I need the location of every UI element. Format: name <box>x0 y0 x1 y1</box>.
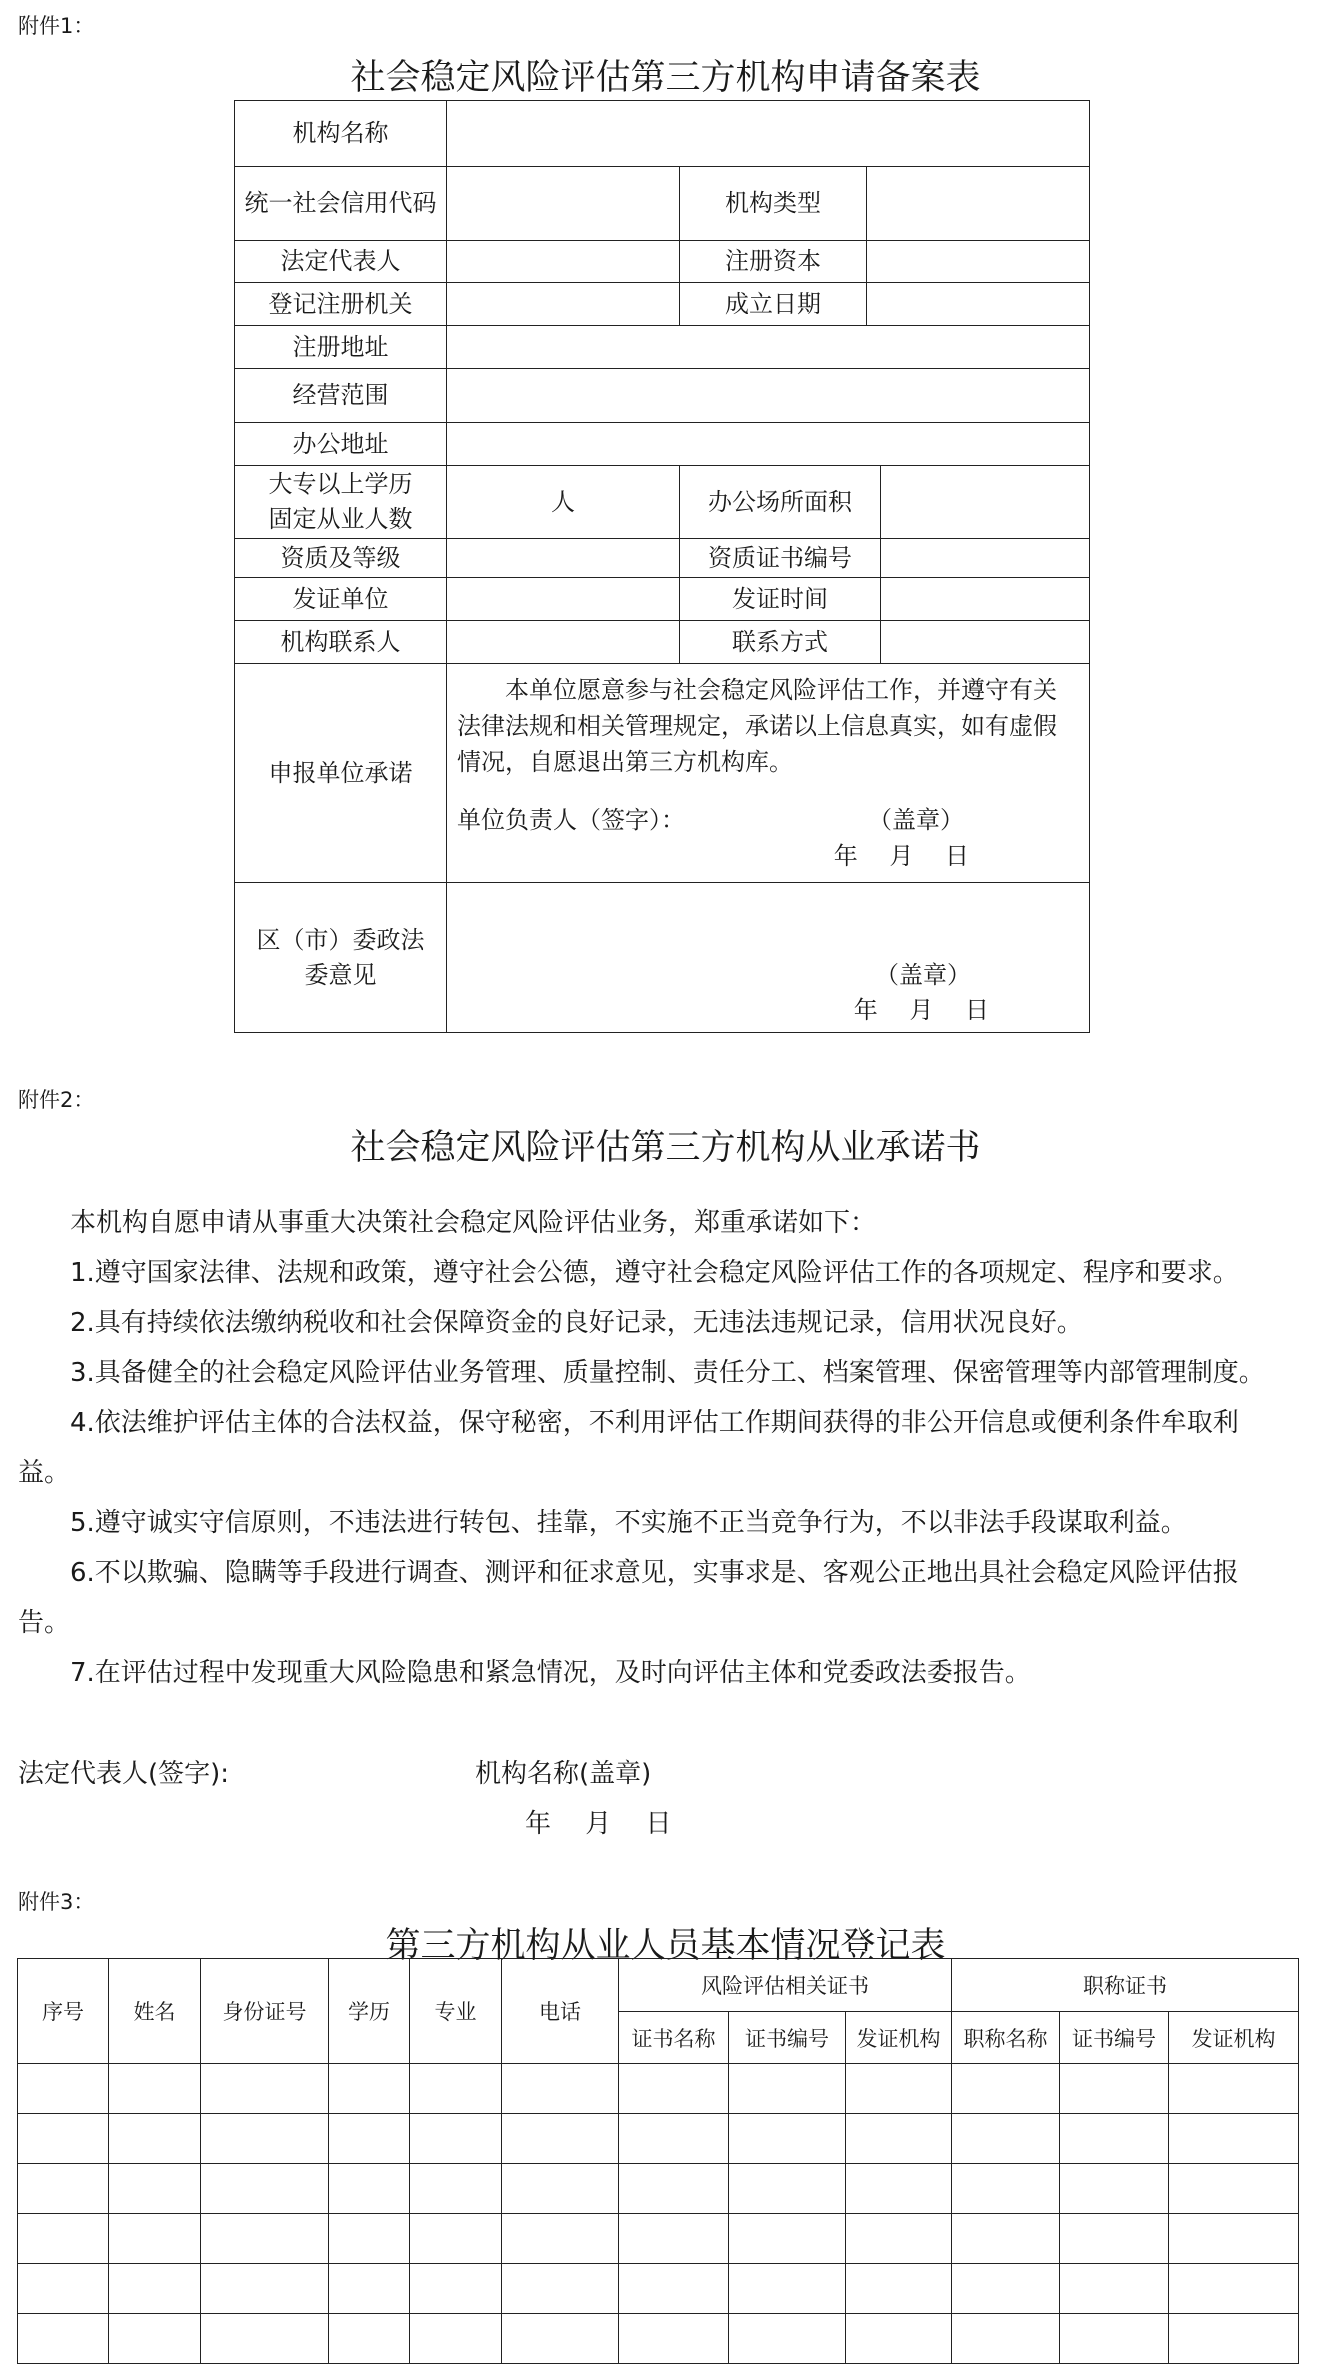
table-cell[interactable] <box>201 2314 329 2364</box>
table-cell[interactable] <box>410 2264 502 2314</box>
commitment-item-4-cont: 益。 <box>18 1458 71 1488</box>
reg-address-field[interactable] <box>447 326 1090 369</box>
table-cell[interactable] <box>1169 2314 1299 2364</box>
table-cell[interactable] <box>109 2164 201 2214</box>
table-cell[interactable] <box>1060 2214 1169 2264</box>
contact-field[interactable] <box>447 621 680 664</box>
commitment-item-5: 5.遵守诚实守信原则，不违法进行转包、挂靠，不实施不正当竞争行为，不以非法手段谋取利益。 <box>70 1508 1187 1538</box>
table-cell[interactable] <box>329 2164 410 2214</box>
header-title-name: 职称名称 <box>952 2012 1060 2064</box>
table-cell[interactable] <box>410 2314 502 2364</box>
staff-register-table <box>17 1958 1299 2364</box>
issue-time-label: 发证时间 <box>680 578 881 621</box>
header-title-cert-group: 职称证书 <box>952 1959 1299 2012</box>
table-cell[interactable] <box>846 2314 952 2364</box>
attachment1-title: 社会稳定风险评估第三方机构申请备案表 <box>350 58 981 98</box>
table-cell[interactable] <box>109 2314 201 2364</box>
staff-count-field[interactable] <box>447 466 680 539</box>
commitment-item-6: 6.不以欺骗、隐瞒等手段进行调查、测评和征求意见，实事求是、客观公正地出具社会稳定风险评估报 <box>70 1558 1239 1588</box>
table-cell[interactable] <box>619 2164 729 2214</box>
table-cell[interactable] <box>18 2314 109 2364</box>
table-cell[interactable] <box>1169 2114 1299 2164</box>
org-name-label: 机构名称 <box>235 101 447 167</box>
reg-capital-field[interactable] <box>867 241 1090 283</box>
committee-label-line1: 区（市）委政法 <box>256 925 425 954</box>
table-cell[interactable] <box>952 2214 1060 2264</box>
table-cell[interactable] <box>201 2264 329 2314</box>
table-cell[interactable] <box>952 2264 1060 2314</box>
table-cell[interactable] <box>1060 2314 1169 2364</box>
table-cell[interactable] <box>619 2064 729 2114</box>
table-cell[interactable] <box>729 2164 846 2214</box>
table-row <box>18 2114 1299 2164</box>
attachment3-title: 第三方机构从业人员基本情况登记表 <box>385 1926 946 1966</box>
contact-label: 机构联系人 <box>235 621 447 664</box>
table-cell[interactable] <box>502 2064 619 2114</box>
promise-text: 本单位愿意参与社会稳定风险评估工作，并遵守有关法律法规和相关管理规定，承诺以上信息真实，如有虚假情况，自愿退出第三方机构库。 <box>457 676 1057 776</box>
table-row <box>18 2264 1299 2314</box>
commitment-date: 年 月 日 <box>525 1809 672 1839</box>
table-cell[interactable] <box>329 2214 410 2264</box>
legal-rep-field[interactable] <box>447 241 680 283</box>
commitment-intro: 本机构自愿申请从事重大决策社会稳定风险评估业务，郑重承诺如下： <box>70 1208 877 1238</box>
commitment-item-1: 1.遵守国家法律、法规和政策，遵守社会公德，遵守社会稳定风险评估工作的各项规定、程序和要求。 <box>70 1258 1239 1288</box>
contact-method-field[interactable] <box>881 621 1090 664</box>
table-cell[interactable] <box>846 2214 952 2264</box>
org-type-label: 机构类型 <box>680 167 867 241</box>
office-address-label: 办公地址 <box>235 423 447 466</box>
found-date-field[interactable] <box>867 283 1090 326</box>
table-cell[interactable] <box>329 2114 410 2164</box>
credit-code-label: 统一社会信用代码 <box>235 167 447 241</box>
promise-date: 年 月 日 <box>833 842 969 870</box>
found-date-label: 成立日期 <box>680 283 867 326</box>
office-address-field[interactable] <box>447 423 1090 466</box>
issuer-label: 发证单位 <box>235 578 447 621</box>
table-row <box>18 2164 1299 2214</box>
header-risk-cert-number: 证书编号 <box>729 2012 846 2064</box>
header-id-number: 身份证号 <box>201 1959 329 2064</box>
committee-date: 年 月 日 <box>853 996 989 1025</box>
legal-rep-sign: 法定代表人(签字): <box>18 1759 230 1789</box>
table-cell[interactable] <box>846 2114 952 2164</box>
promise-seal: （盖章） <box>868 806 964 834</box>
attachment3-label: 附件3： <box>18 1890 95 1914</box>
table-cell[interactable] <box>18 2064 109 2114</box>
table-cell[interactable] <box>18 2114 109 2164</box>
table-cell[interactable] <box>18 2164 109 2214</box>
committee-label-line2: 委意见 <box>304 960 377 989</box>
commitment-item-4: 4.依法维护评估主体的合法权益，保守秘密，不利用评估工作期间获得的非公开信息或便利条件牟取利 <box>70 1408 1239 1438</box>
legal-rep-label: 法定代表人 <box>235 241 447 283</box>
cert-no-field[interactable] <box>881 539 1090 578</box>
table-cell[interactable] <box>952 2114 1060 2164</box>
office-area-field[interactable] <box>881 466 1090 539</box>
header-risk-cert-issuer: 发证机构 <box>846 2012 952 2064</box>
table-cell[interactable] <box>952 2064 1060 2114</box>
staff-count-label-line1: 大专以上学历 <box>268 470 413 499</box>
qualification-label: 资质及等级 <box>235 539 447 578</box>
table-cell[interactable] <box>1060 2264 1169 2314</box>
table-cell[interactable] <box>952 2164 1060 2214</box>
table-cell[interactable] <box>329 2064 410 2114</box>
table-cell[interactable] <box>1060 2064 1169 2114</box>
reg-authority-label: 登记注册机关 <box>235 283 447 326</box>
qualification-field[interactable] <box>447 539 680 578</box>
header-title-cert-issuer: 发证机构 <box>1169 2012 1299 2064</box>
table-cell[interactable] <box>1169 2214 1299 2264</box>
table-cell[interactable] <box>1060 2114 1169 2164</box>
staff-count-label <box>235 466 447 539</box>
table-cell[interactable] <box>18 2264 109 2314</box>
business-scope-field[interactable] <box>447 369 1090 423</box>
committee-label <box>235 883 447 1033</box>
office-area-label: 办公场所面积 <box>680 466 881 539</box>
table-cell[interactable] <box>410 2114 502 2164</box>
reg-address-label: 注册地址 <box>235 326 447 369</box>
table-cell[interactable] <box>729 2114 846 2164</box>
table-cell[interactable] <box>846 2264 952 2314</box>
commitment-item-6-cont: 告。 <box>18 1608 71 1638</box>
committee-seal: （盖章） <box>875 961 971 990</box>
table-cell[interactable] <box>846 2064 952 2114</box>
header-risk-cert-group: 风险评估相关证书 <box>619 1959 952 2012</box>
table-cell[interactable] <box>109 2114 201 2164</box>
table-row <box>18 2064 1299 2114</box>
table-cell[interactable] <box>329 2314 410 2364</box>
table-cell[interactable] <box>729 2064 846 2114</box>
committee-cell[interactable] <box>447 883 1090 1033</box>
promise-sign: 单位负责人（签字）： <box>457 806 685 834</box>
attachment2-title: 社会稳定风险评估第三方机构从业承诺书 <box>350 1128 981 1168</box>
business-scope-label: 经营范围 <box>235 369 447 423</box>
issuer-field[interactable] <box>447 578 680 621</box>
table-cell[interactable] <box>1169 2064 1299 2114</box>
org-type-field[interactable] <box>867 167 1090 241</box>
table-cell[interactable] <box>502 2264 619 2314</box>
table-cell[interactable] <box>502 2214 619 2264</box>
org-name-field[interactable] <box>447 101 1090 167</box>
attachment2-label: 附件2： <box>18 1088 95 1112</box>
table-cell[interactable] <box>619 2314 729 2364</box>
commitment-item-3: 3.具备健全的社会稳定风险评估业务管理、质量控制、责任分工、档案管理、保密管理等内部管理制度。 <box>70 1358 1265 1388</box>
header-serial: 序号 <box>18 1959 109 2064</box>
table-cell[interactable] <box>502 2314 619 2364</box>
table-cell[interactable] <box>109 2264 201 2314</box>
table-cell[interactable] <box>1169 2164 1299 2214</box>
issue-time-field[interactable] <box>881 578 1090 621</box>
commitment-item-7: 7.在评估过程中发现重大风险隐患和紧急情况，及时向评估主体和党委政法委报告。 <box>70 1658 1031 1688</box>
table-cell[interactable] <box>18 2214 109 2264</box>
table-cell[interactable] <box>619 2114 729 2164</box>
table-cell[interactable] <box>410 2164 502 2214</box>
promise-label: 申报单位承诺 <box>235 664 447 883</box>
header-education: 学历 <box>329 1959 410 2064</box>
reg-capital-label: 注册资本 <box>680 241 867 283</box>
table-cell[interactable] <box>729 2214 846 2264</box>
table-row <box>18 2214 1299 2264</box>
header-title-cert-number: 证书编号 <box>1060 2012 1169 2064</box>
table-cell[interactable] <box>1060 2164 1169 2214</box>
table-cell[interactable] <box>201 2214 329 2264</box>
table-cell[interactable] <box>109 2064 201 2114</box>
filing-form-table <box>234 100 1090 1033</box>
table-cell[interactable] <box>201 2164 329 2214</box>
org-seal: 机构名称(盖章) <box>475 1759 652 1789</box>
table-cell[interactable] <box>502 2114 619 2164</box>
table-cell[interactable] <box>109 2214 201 2264</box>
table-cell[interactable] <box>201 2114 329 2164</box>
header-name: 姓名 <box>109 1959 201 2064</box>
staff-rows <box>18 2064 1299 2364</box>
table-cell[interactable] <box>846 2164 952 2214</box>
table-cell[interactable] <box>201 2064 329 2114</box>
attachment1-label: 附件1： <box>18 14 95 38</box>
table-cell[interactable] <box>729 2314 846 2364</box>
promise-cell <box>447 664 1090 883</box>
table-cell[interactable] <box>729 2264 846 2314</box>
table-cell[interactable] <box>410 2214 502 2264</box>
table-cell[interactable] <box>1169 2264 1299 2314</box>
commitment-item-2: 2.具有持续依法缴纳税收和社会保障资金的良好记录，无违法违规记录，信用状况良好。 <box>70 1308 1083 1338</box>
header-risk-cert-name: 证书名称 <box>619 2012 729 2064</box>
table-cell[interactable] <box>619 2214 729 2264</box>
header-major: 专业 <box>410 1959 502 2064</box>
table-cell[interactable] <box>619 2264 729 2314</box>
table-row <box>18 2314 1299 2364</box>
table-cell[interactable] <box>410 2064 502 2114</box>
staff-count-label-line2: 固定从业人数 <box>268 505 413 533</box>
table-cell[interactable] <box>329 2264 410 2314</box>
table-cell[interactable] <box>952 2314 1060 2364</box>
cert-no-label: 资质证书编号 <box>680 539 881 578</box>
header-phone: 电话 <box>502 1959 619 2064</box>
staff-unit: 人 <box>551 487 575 516</box>
credit-code-field[interactable] <box>447 167 680 241</box>
contact-method-label: 联系方式 <box>680 621 881 664</box>
table-cell[interactable] <box>502 2164 619 2214</box>
reg-authority-field[interactable] <box>447 283 680 326</box>
